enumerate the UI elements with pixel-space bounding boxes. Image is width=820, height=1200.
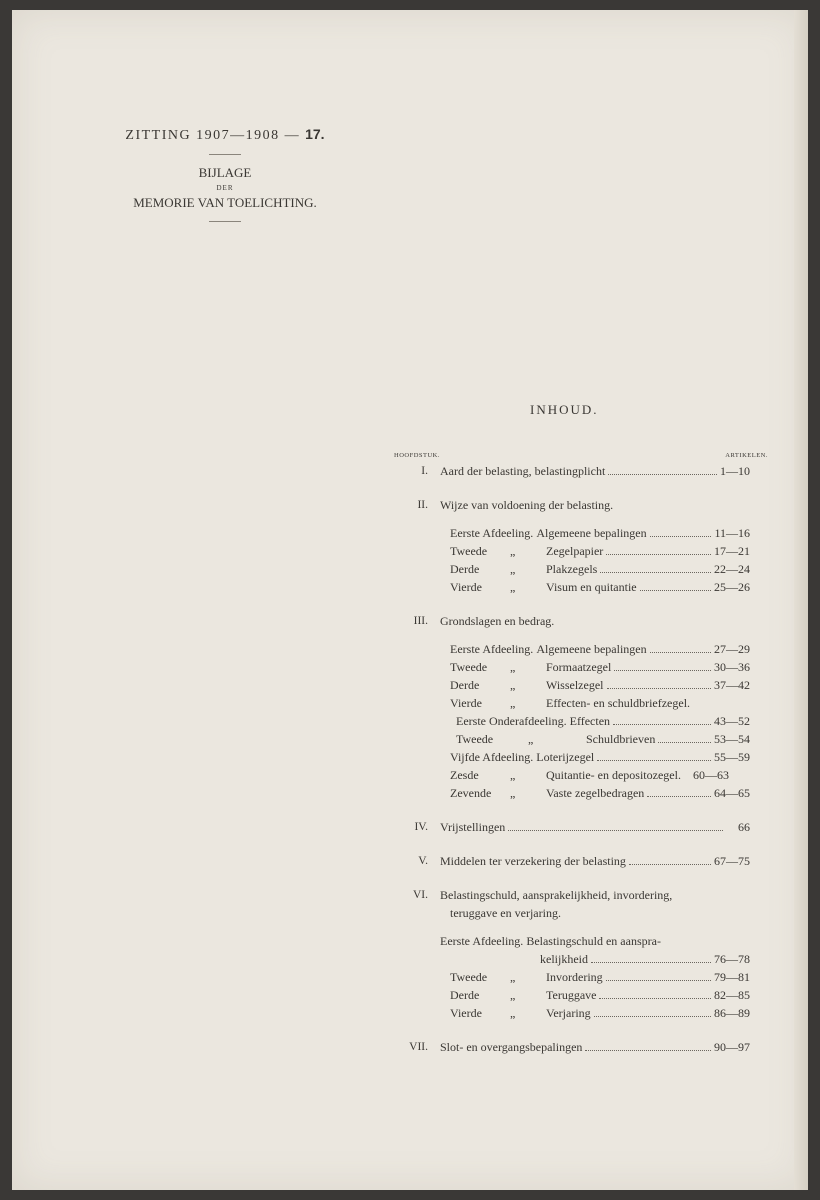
toc-section — [388, 542, 750, 560]
ditto-mark: „ — [510, 970, 516, 984]
section-label: Vijfde Afdeeling. — [450, 750, 534, 764]
chapter-title: Middelen ter verzekering der belasting — [440, 854, 626, 868]
ditto-mark: „ — [510, 562, 516, 576]
chapter-number: II. — [417, 499, 428, 511]
leader-dots — [508, 830, 723, 831]
article-range: 22—24 — [714, 562, 750, 576]
toc-chapter — [388, 818, 750, 836]
toc-section — [388, 524, 750, 542]
ditto-mark: „ — [510, 678, 516, 692]
ditto-mark: „ — [510, 786, 516, 800]
toc-section — [388, 932, 750, 950]
toc-section — [388, 766, 750, 784]
section-label: Derde — [450, 678, 480, 692]
section-title: Invordering — [546, 970, 603, 984]
session-line — [112, 126, 338, 144]
toc-chapter — [388, 852, 750, 870]
chapter-title: Wijze van voldoening der belasting. — [440, 498, 614, 512]
toc-section — [388, 968, 750, 986]
chapter-title: Aard der belasting, belastingplicht — [440, 464, 606, 478]
toc-section — [388, 748, 750, 766]
toc-section — [388, 986, 750, 1004]
leader-dots — [606, 554, 711, 555]
section-label: Tweede — [450, 660, 488, 674]
section-label: Vierde — [450, 580, 482, 594]
article-range: 30—36 — [714, 660, 750, 674]
section-title: Algemeene bepalingen — [536, 526, 647, 540]
toc-section — [388, 676, 750, 694]
divider — [209, 221, 241, 222]
leader-dots — [650, 536, 712, 537]
toc-chapter — [388, 496, 750, 514]
section-label: Eerste Afdeeling. — [450, 642, 534, 656]
ditto-mark: „ — [528, 732, 534, 746]
toc-chapter — [388, 612, 750, 630]
toc-section — [388, 1004, 750, 1022]
toc-chapter-continued — [388, 904, 750, 922]
article-range: 25—26 — [714, 580, 750, 594]
session-number: 17. — [305, 126, 325, 142]
chapter-title: Vrijstellingen — [440, 820, 506, 834]
column-header-articles: ARTIKELEN. — [725, 452, 768, 459]
memorie-heading: MEMORIE VAN TOELICHTING. — [133, 195, 317, 210]
section-label: Vierde — [450, 1006, 482, 1020]
contents-title: INHOUD. — [530, 402, 599, 417]
toc-section — [388, 640, 750, 658]
bijlage-heading: BIJLAGE — [198, 165, 252, 180]
article-range: 27—29 — [714, 642, 750, 656]
toc-chapter — [388, 462, 750, 480]
toc-section — [388, 578, 750, 596]
page-edge — [794, 10, 808, 1190]
column-header-chapter: HOOFDSTUK. — [394, 452, 440, 459]
leader-dots — [600, 572, 711, 573]
toc-section — [388, 784, 750, 802]
article-range: 53—54 — [714, 732, 750, 746]
leader-dots — [613, 724, 711, 725]
article-range: 86—89 — [714, 1006, 750, 1020]
toc-chapter — [388, 1038, 750, 1056]
section-title-continued: kelijkheid — [540, 952, 588, 966]
section-title: Plakzegels — [546, 562, 598, 576]
table-of-contents — [388, 462, 750, 1056]
leader-dots — [608, 474, 717, 475]
section-label: Eerste Afdeeling. — [450, 526, 534, 540]
subsection-label: Tweede — [456, 732, 494, 746]
der-heading: DER — [216, 184, 234, 192]
section-title: Verjaring — [546, 1006, 591, 1020]
article-range: 66 — [738, 820, 750, 834]
chapter-title-continued: teruggave en verjaring. — [450, 906, 561, 920]
toc-section — [388, 560, 750, 578]
ditto-mark: „ — [510, 768, 516, 782]
chapter-number: VI. — [412, 889, 428, 901]
section-label: Zesde — [450, 768, 479, 782]
chapter-title: Belastingschuld, aansprakelijkheid, invordering, — [440, 888, 673, 902]
toc-chapter — [388, 886, 750, 904]
chapter-number: VII. — [409, 1041, 428, 1053]
chapter-number: IV. — [414, 821, 428, 833]
section-label: Derde — [450, 988, 480, 1002]
article-range: 64—65 — [714, 786, 750, 800]
section-label: Eerste Afdeeling. — [440, 934, 524, 948]
leader-dots — [607, 688, 712, 689]
article-range: 90—97 — [714, 1040, 750, 1054]
section-title: Algemeene bepalingen — [536, 642, 647, 656]
article-range: 11—16 — [714, 526, 750, 540]
ditto-mark: „ — [510, 660, 516, 674]
chapter-number: V. — [418, 855, 428, 867]
toc-subsection — [388, 730, 750, 748]
toc-section — [388, 694, 750, 712]
ditto-mark: „ — [510, 988, 516, 1002]
leader-dots — [614, 670, 711, 671]
section-title: Effecten- en schuldbriefzegel. — [546, 696, 691, 710]
section-title: Teruggave — [546, 988, 597, 1002]
section-title: Quitantie- en depositozegel. — [546, 768, 681, 782]
article-range: 55—59 — [714, 750, 750, 764]
toc-section — [388, 658, 750, 676]
section-label: Zevende — [450, 786, 492, 800]
leader-dots — [606, 980, 711, 981]
leader-dots — [585, 1050, 711, 1051]
section-title: Zegelpapier — [546, 544, 604, 558]
article-range: 67—75 — [714, 854, 750, 868]
leader-dots — [629, 864, 711, 865]
session-text: ZITTING 1907—1908 — — [125, 128, 301, 143]
article-range: 82—85 — [714, 988, 750, 1002]
section-title: Formaatzegel — [546, 660, 612, 674]
article-range: 37—42 — [714, 678, 750, 692]
leader-dots — [647, 796, 711, 797]
ditto-mark: „ — [510, 580, 516, 594]
section-label: Tweede — [450, 970, 488, 984]
toc-section-continued — [388, 950, 750, 968]
article-range: 79—81 — [714, 970, 750, 984]
document-header — [112, 126, 338, 232]
chapter-title: Slot- en overgangsbepalingen — [440, 1040, 583, 1054]
leader-dots — [658, 742, 711, 743]
leader-dots — [650, 652, 711, 653]
section-label: Derde — [450, 562, 480, 576]
leader-dots — [591, 962, 711, 963]
article-range: 60—63 — [692, 768, 729, 782]
subsection-title: Schuldbrieven — [586, 732, 656, 746]
subsection-label: Eerste Onderafdeeling. — [456, 714, 567, 728]
section-title: Wisselzegel — [546, 678, 604, 692]
chapter-number: I. — [421, 465, 428, 477]
toc-subsection — [388, 712, 750, 730]
leader-dots — [594, 1016, 711, 1017]
section-label: Tweede — [450, 544, 488, 558]
ditto-mark: „ — [510, 696, 516, 710]
ditto-mark: „ — [510, 1006, 516, 1020]
article-range: 17—21 — [714, 544, 750, 558]
article-range: 76—78 — [714, 952, 750, 966]
article-range: 43—52 — [714, 714, 750, 728]
divider — [209, 154, 241, 155]
leader-dots — [599, 998, 711, 999]
ditto-mark: „ — [510, 544, 516, 558]
leader-dots — [597, 760, 711, 761]
section-title: Loterijzegel — [536, 750, 595, 764]
chapter-number: III. — [413, 615, 428, 627]
leader-dots — [640, 590, 711, 591]
article-range: 1—10 — [720, 464, 750, 478]
section-label: Vierde — [450, 696, 482, 710]
section-title: Vaste zegelbedragen — [546, 786, 645, 800]
section-title: Belastingschuld en aanspra- — [526, 934, 661, 948]
section-title: Visum en quitantie — [546, 580, 637, 594]
subsection-title: Effecten — [569, 714, 611, 728]
chapter-title: Grondslagen en bedrag. — [440, 614, 555, 628]
